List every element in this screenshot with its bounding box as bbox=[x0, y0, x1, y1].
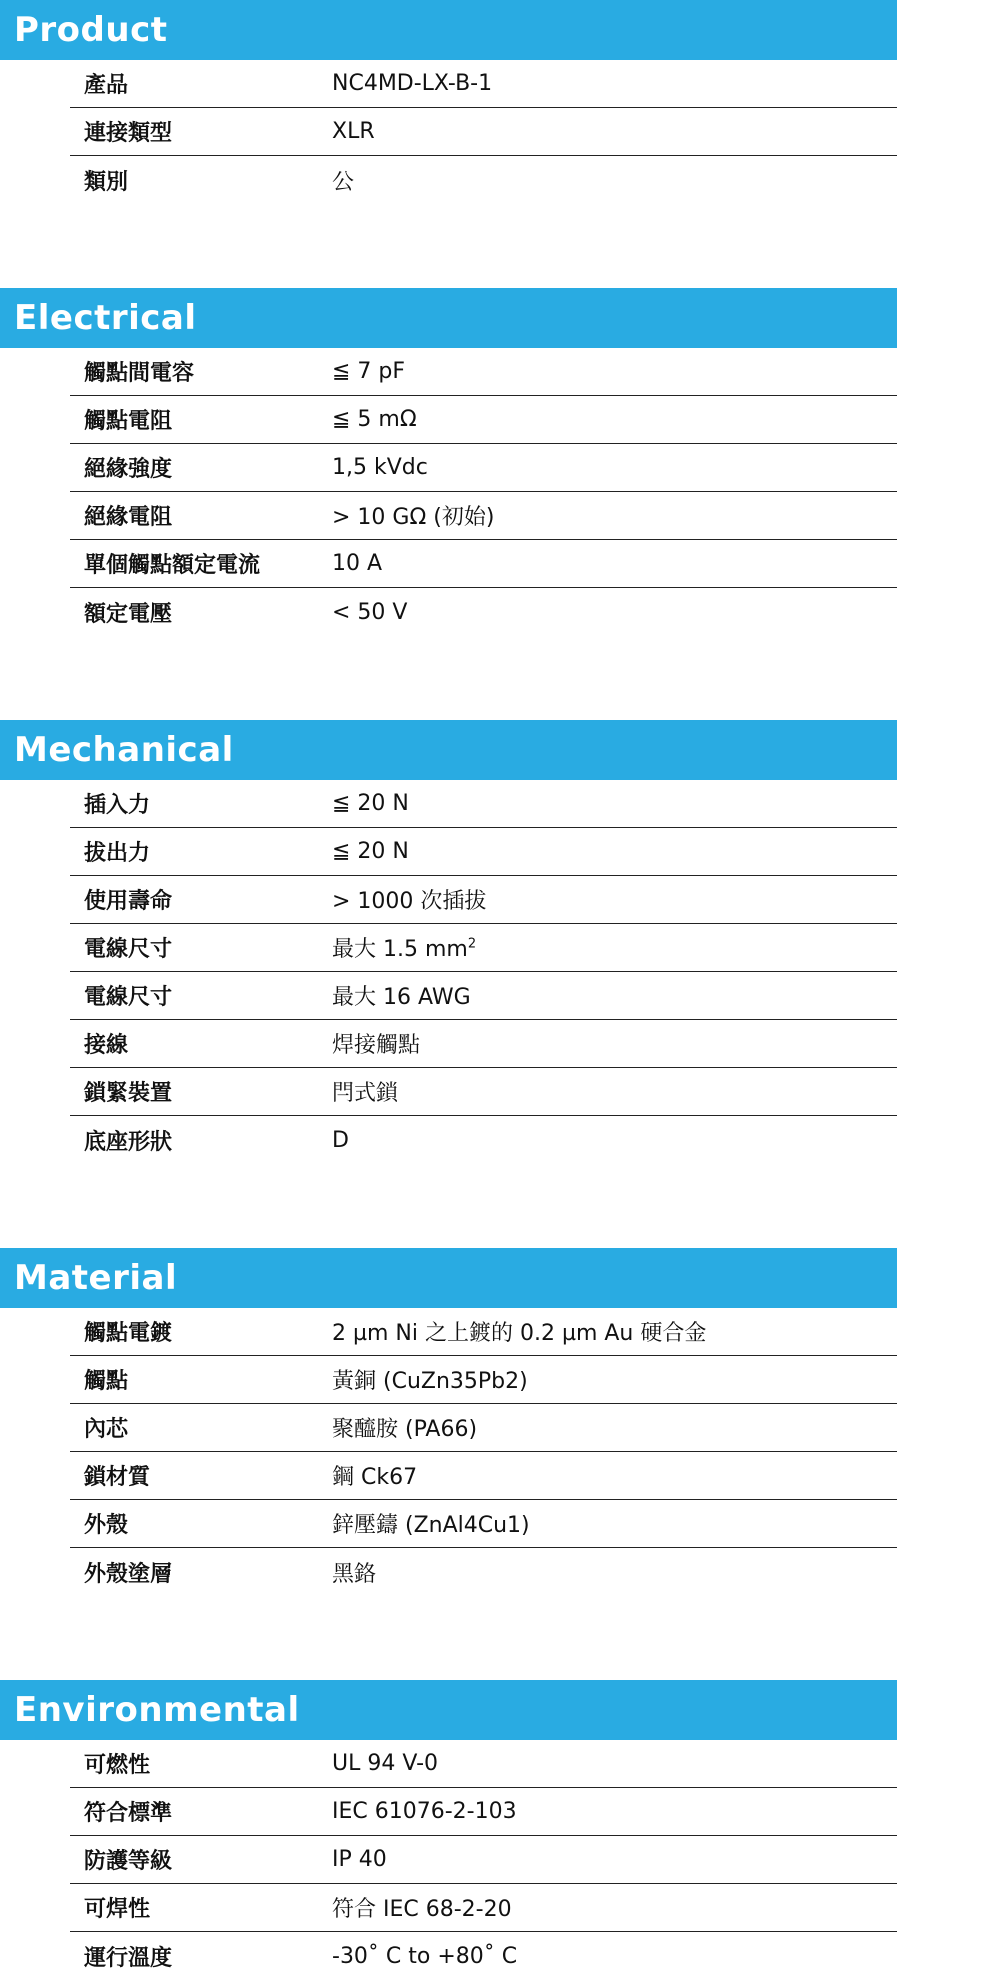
spec-value: ≦ 20 N bbox=[332, 839, 409, 864]
spec-row bbox=[70, 1740, 897, 1788]
spec-rows bbox=[70, 780, 897, 1164]
spec-label: 產品 bbox=[84, 73, 129, 98]
spec-row bbox=[70, 588, 897, 636]
section-header-product bbox=[0, 0, 897, 60]
spec-value: > 1000 次插拔 bbox=[332, 889, 487, 914]
spec-value: -30˚ C to +80˚ C bbox=[332, 1943, 518, 1969]
section-title: Material bbox=[14, 1258, 178, 1298]
spec-value: ≦ 20 N bbox=[332, 791, 409, 816]
spec-value: < 50 V bbox=[332, 599, 408, 625]
spec-rows bbox=[70, 348, 897, 636]
spec-label: 外殼塗層 bbox=[84, 1561, 173, 1587]
spec-label: 接線 bbox=[84, 1033, 129, 1058]
spec-value: 1,5 kVdc bbox=[332, 455, 428, 480]
spec-label: 鎖材質 bbox=[84, 1465, 151, 1490]
spec-row bbox=[70, 1020, 897, 1068]
spec-value bbox=[332, 932, 476, 963]
spec-label: 運行溫度 bbox=[84, 1945, 173, 1971]
spec-label: 底座形狀 bbox=[84, 1129, 173, 1155]
spec-row bbox=[70, 1116, 897, 1164]
section-title: Electrical bbox=[14, 298, 197, 338]
spec-row bbox=[70, 972, 897, 1020]
spec-label: 類別 bbox=[84, 169, 129, 195]
spec-value: ≦ 7 pF bbox=[332, 359, 406, 384]
spec-row bbox=[70, 108, 897, 156]
spec-label: 連接類型 bbox=[84, 121, 173, 146]
spec-row bbox=[70, 1404, 897, 1452]
spec-row bbox=[70, 1356, 897, 1404]
spec-label: 電線尺寸 bbox=[84, 937, 173, 962]
spec-label: 可焊性 bbox=[84, 1897, 151, 1922]
spec-row bbox=[70, 492, 897, 540]
spec-row bbox=[70, 1452, 897, 1500]
spec-value: 最大 16 AWG bbox=[332, 985, 471, 1010]
spec-label: 內芯 bbox=[84, 1417, 129, 1442]
spec-rows bbox=[70, 60, 897, 204]
section-title: Product bbox=[14, 10, 168, 50]
spec-value-text: 最大 1.5 mm bbox=[332, 937, 468, 962]
spec-value: IEC 61076-2-103 bbox=[332, 1799, 517, 1824]
section-header-electrical bbox=[0, 288, 897, 348]
spec-row bbox=[70, 1548, 897, 1596]
spec-label: 額定電壓 bbox=[84, 601, 173, 627]
spec-label: 防護等級 bbox=[84, 1849, 173, 1874]
spec-value: 公 bbox=[332, 169, 355, 195]
superscript: 2 bbox=[467, 936, 477, 952]
spec-value: 黃銅 (CuZn35Pb2) bbox=[332, 1369, 528, 1394]
spec-row bbox=[70, 1932, 897, 1980]
spec-row bbox=[70, 1068, 897, 1116]
spec-rows bbox=[70, 1308, 897, 1596]
spec-row bbox=[70, 780, 897, 828]
spec-row bbox=[70, 1884, 897, 1932]
spec-value: D bbox=[332, 1127, 349, 1153]
spec-label: 符合標準 bbox=[84, 1801, 173, 1826]
section-product bbox=[0, 0, 897, 204]
spec-value: XLR bbox=[332, 119, 375, 144]
spec-label: 單個觸點額定電流 bbox=[84, 553, 261, 578]
spec-row bbox=[70, 60, 897, 108]
spec-label: 電線尺寸 bbox=[84, 985, 173, 1010]
section-environmental bbox=[0, 1680, 897, 1980]
spec-label: 絕緣電阻 bbox=[84, 505, 173, 530]
spec-rows bbox=[70, 1740, 897, 1980]
spec-row bbox=[70, 828, 897, 876]
spec-row bbox=[70, 924, 897, 972]
spec-row bbox=[70, 1788, 897, 1836]
section-title: Mechanical bbox=[14, 730, 234, 770]
section-header-mechanical bbox=[0, 720, 897, 780]
spec-label: 觸點 bbox=[84, 1369, 129, 1394]
spec-value: ≦ 5 mΩ bbox=[332, 407, 417, 432]
spec-value: 鋅壓鑄 (ZnAl4Cu1) bbox=[332, 1513, 530, 1538]
spec-label: 鎖緊裝置 bbox=[84, 1081, 173, 1106]
spec-label: 外殼 bbox=[84, 1513, 129, 1538]
spec-row bbox=[70, 396, 897, 444]
spec-value: 焊接觸點 bbox=[332, 1033, 421, 1058]
spec-row bbox=[70, 876, 897, 924]
spec-label: 使用壽命 bbox=[84, 889, 173, 914]
spec-label: 觸點電阻 bbox=[84, 409, 173, 434]
spec-label: 插入力 bbox=[84, 793, 151, 818]
spec-value: 符合 IEC 68-2-20 bbox=[332, 1897, 512, 1922]
spec-row bbox=[70, 444, 897, 492]
spec-value: 10 A bbox=[332, 551, 383, 576]
spec-value: UL 94 V-0 bbox=[332, 1751, 439, 1776]
section-material bbox=[0, 1248, 897, 1596]
section-electrical bbox=[0, 288, 897, 636]
section-header-environmental bbox=[0, 1680, 897, 1740]
spec-value: 2 µm Ni 之上鍍的 0.2 µm Au 硬合金 bbox=[332, 1321, 707, 1346]
spec-label: 拔出力 bbox=[84, 841, 151, 866]
spec-row bbox=[70, 540, 897, 588]
spec-row bbox=[70, 1836, 897, 1884]
spec-label: 觸點電鍍 bbox=[84, 1321, 173, 1346]
spec-row bbox=[70, 1308, 897, 1356]
spec-value: NC4MD-LX-B-1 bbox=[332, 71, 493, 96]
section-title: Environmental bbox=[14, 1690, 300, 1730]
spec-label: 絕緣強度 bbox=[84, 457, 173, 482]
spec-value: > 10 GΩ (初始) bbox=[332, 505, 495, 530]
section-header-material bbox=[0, 1248, 897, 1308]
section-mechanical bbox=[0, 720, 897, 1164]
spec-row bbox=[70, 156, 897, 204]
spec-label: 觸點間電容 bbox=[84, 361, 195, 386]
spec-value: 聚醯胺 (PA66) bbox=[332, 1417, 478, 1442]
spec-value: IP 40 bbox=[332, 1847, 387, 1872]
spec-value: 黑鉻 bbox=[332, 1561, 377, 1587]
spec-value: 鋼 Ck67 bbox=[332, 1465, 418, 1490]
spec-row bbox=[70, 1500, 897, 1548]
spec-row bbox=[70, 348, 897, 396]
spec-value: 閂式鎖 bbox=[332, 1081, 399, 1106]
spec-label: 可燃性 bbox=[84, 1753, 151, 1778]
